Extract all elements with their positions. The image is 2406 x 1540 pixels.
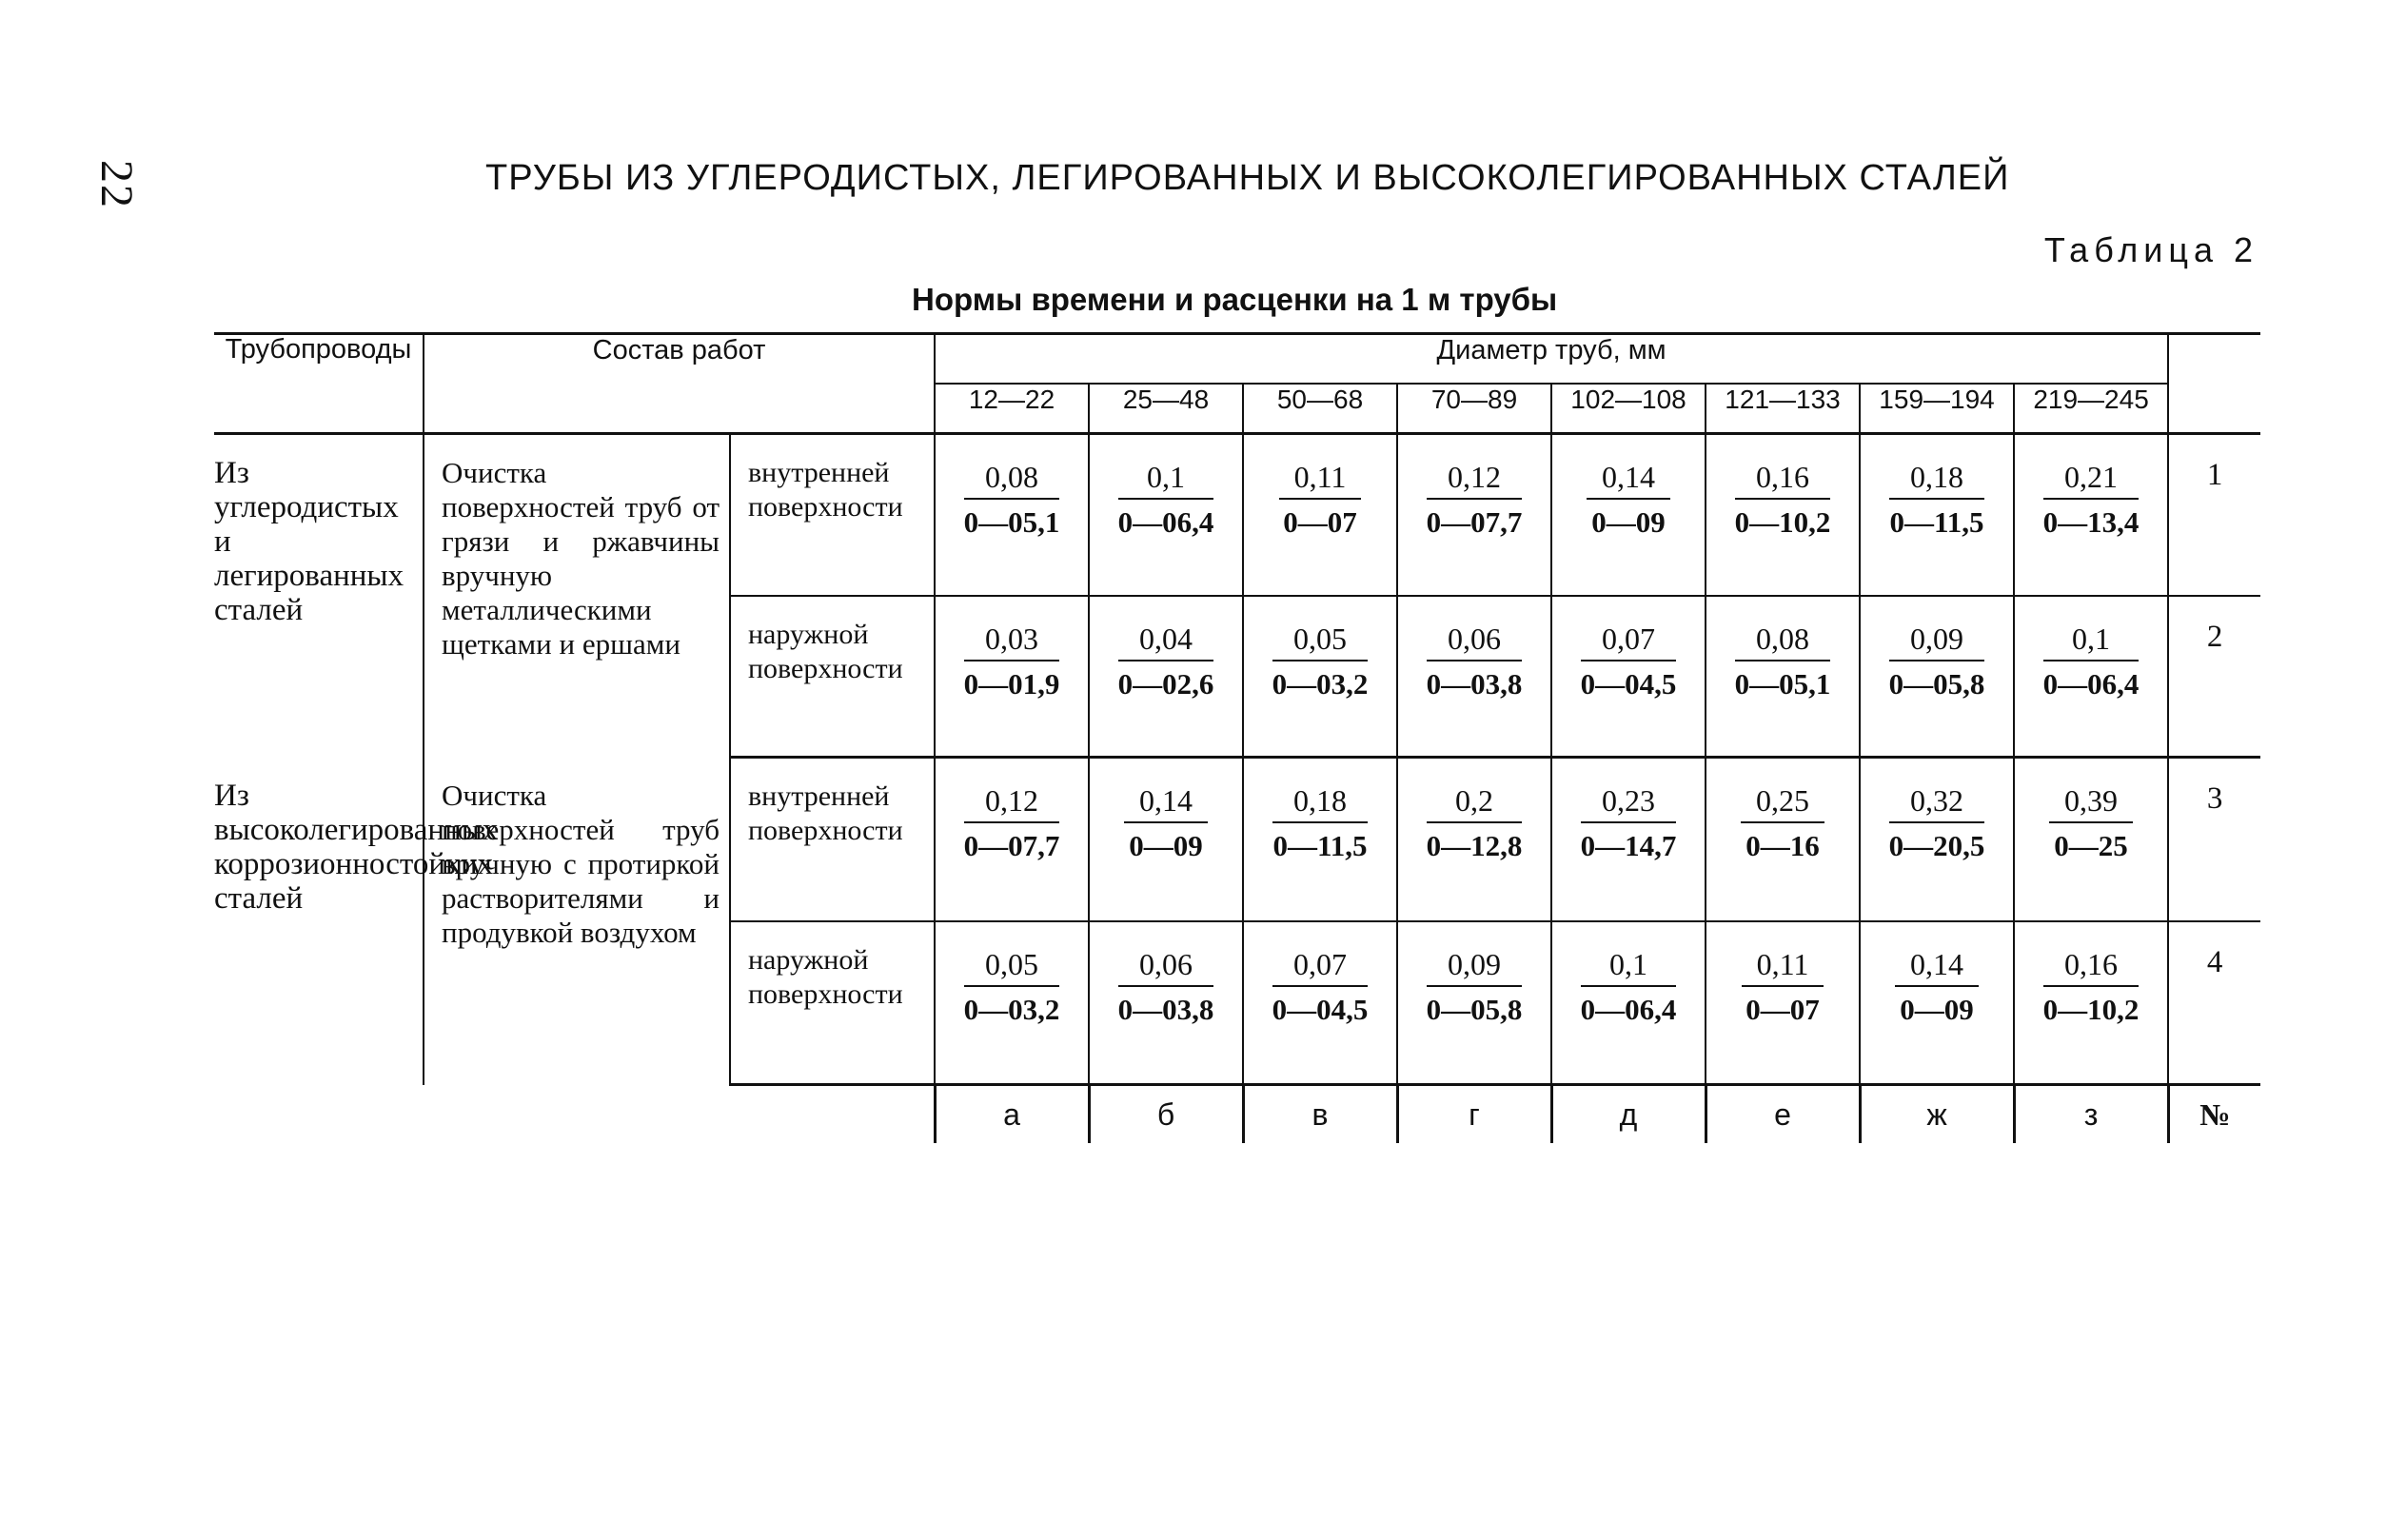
- norm-cell: [1551, 758, 1706, 921]
- table-label: Таблица 2: [2043, 230, 2258, 269]
- work-description: Очистка поверхностей труб вручную с протиркой растворителями и продувкой воздухом: [424, 758, 730, 1085]
- time-norm: 0,1: [1581, 947, 1677, 987]
- column-letter: ж: [1860, 1085, 2014, 1144]
- rate: 0—06,4: [1580, 992, 1677, 1026]
- column-letter: д: [1551, 1085, 1706, 1144]
- time-norm: 0,06: [1118, 947, 1214, 987]
- norm-cell: [1243, 434, 1397, 596]
- norm-cell: [1860, 434, 2014, 596]
- norm-cell: [2014, 921, 2168, 1085]
- column-letter: г: [1397, 1085, 1551, 1144]
- rate: 0—09: [1591, 505, 1666, 539]
- row-number: 4: [2168, 921, 2260, 1085]
- time-norm: 0,05: [964, 947, 1060, 987]
- norm-cell: [1243, 596, 1397, 758]
- norm-cell: [1397, 596, 1551, 758]
- number-sign: №: [2199, 1096, 2231, 1132]
- time-norm: 0,05: [1272, 622, 1369, 661]
- norm-cell: [1243, 758, 1397, 921]
- rate: 0—25: [2054, 829, 2128, 862]
- header-diameter: Диаметр труб, мм: [935, 334, 2168, 385]
- time-norm: 0,12: [1427, 460, 1523, 500]
- table-row: [214, 434, 2260, 596]
- rate: 0—07,7: [1426, 505, 1523, 539]
- page-title: ТРУБЫ ИЗ УГЛЕРОДИСТЫХ, ЛЕГИРОВАННЫХ И ВЫСОКОЛЕГИРОВАННЫХ СТАЛЕЙ: [485, 158, 2010, 198]
- table-caption: Нормы времени и расценки на 1 м трубы: [912, 282, 1558, 317]
- header-diameter-range: 159—194: [1860, 384, 2014, 434]
- rate: 0—03,8: [1117, 992, 1214, 1026]
- norm-cell: [1860, 921, 2014, 1085]
- rate: 0—10,2: [1734, 505, 1831, 539]
- rate: 0—07,7: [963, 829, 1060, 862]
- header-diameter-range: 102—108: [1551, 384, 1706, 434]
- time-norm: 0,11: [1279, 460, 1362, 500]
- time-norm: 0,09: [1427, 947, 1523, 987]
- header-pipelines: Трубопроводы: [214, 334, 424, 434]
- rate: 0—10,2: [2042, 992, 2140, 1026]
- header-works: Состав работ: [424, 334, 935, 434]
- time-norm: 0,18: [1272, 783, 1367, 823]
- norm-cell: [935, 921, 1089, 1085]
- norm-cell: [1089, 596, 1243, 758]
- norm-cell: [1089, 758, 1243, 921]
- norm-cell: [935, 434, 1089, 596]
- work-description: Очистка поверхностей труб от грязи и ржавчины вручную металлическими щетками и ершами: [424, 434, 730, 758]
- table-row: [214, 758, 2260, 921]
- time-norm: 0,1: [2043, 622, 2140, 661]
- column-letter: б: [1089, 1085, 1243, 1144]
- time-norm: 0,09: [1889, 622, 1985, 661]
- time-norm: 0,14: [1587, 460, 1670, 500]
- norm-cell: [1706, 921, 1860, 1085]
- time-norm: 0,2: [1427, 783, 1523, 823]
- header-diameter-range: 12—22: [935, 384, 1089, 434]
- time-norm: 0,32: [1889, 783, 1985, 823]
- column-letters-row: [214, 1085, 2260, 1144]
- time-norm: 0,07: [1272, 947, 1369, 987]
- rate: 0—16: [1745, 829, 1820, 862]
- time-norm: 0,14: [1124, 783, 1208, 823]
- rate: 0—07: [1745, 992, 1820, 1026]
- time-norm: 0,16: [2043, 947, 2140, 987]
- rate: 0—07: [1283, 505, 1357, 539]
- rate: 0—03,2: [1272, 666, 1369, 701]
- norm-cell: [1397, 758, 1551, 921]
- norm-cell: [1551, 921, 1706, 1085]
- time-norm: 0,08: [1735, 622, 1831, 661]
- norm-cell: [1860, 596, 2014, 758]
- rate: 0—09: [1129, 829, 1203, 862]
- surface-type: наружной поверхности: [730, 921, 935, 1085]
- rate: 0—02,6: [1117, 666, 1214, 701]
- surface-type: внутренней поверхности: [730, 434, 935, 596]
- column-letter: е: [1706, 1085, 1860, 1144]
- norm-cell: [1706, 596, 1860, 758]
- time-norm: 0,08: [964, 460, 1060, 500]
- time-norm: 0,14: [1895, 947, 1979, 987]
- time-norm: 0,18: [1889, 460, 1983, 500]
- surface-type: наружной поверхности: [730, 596, 935, 758]
- rate: 0—14,7: [1580, 829, 1677, 862]
- time-norm: 0,04: [1118, 622, 1214, 661]
- norm-cell: [1397, 434, 1551, 596]
- norm-cell: [1397, 921, 1551, 1085]
- time-norm: 0,21: [2043, 460, 2140, 500]
- header-diameter-range: 70—89: [1397, 384, 1551, 434]
- rate: 0—05,8: [1426, 992, 1523, 1026]
- norm-cell: [935, 758, 1089, 921]
- header-diameter-range: 219—245: [2014, 384, 2168, 434]
- pipeline-type: Из высоколегированных коррозионностойких сталей: [214, 758, 424, 1085]
- time-norm: 0,39: [2049, 783, 2133, 823]
- norm-cell: [2014, 758, 2168, 921]
- rate: 0—06,4: [1117, 505, 1214, 539]
- row-number: 2: [2168, 596, 2260, 758]
- rate: 0—03,8: [1426, 666, 1523, 701]
- surface-type: внутренней поверхности: [730, 758, 935, 921]
- norms-table: [214, 332, 2260, 1143]
- norm-cell: [1089, 434, 1243, 596]
- rate: 0—09: [1900, 992, 1974, 1026]
- time-norm: 0,23: [1581, 783, 1677, 823]
- header-diameter-range: 121—133: [1706, 384, 1860, 434]
- rate: 0—11,5: [1889, 505, 1984, 539]
- column-letter: в: [1243, 1085, 1397, 1144]
- rate: 0—13,4: [2042, 505, 2140, 539]
- norm-cell: [2014, 596, 2168, 758]
- header-diameter-range: 25—48: [1089, 384, 1243, 434]
- time-norm: 0,11: [1742, 947, 1824, 987]
- time-norm: 0,16: [1735, 460, 1831, 500]
- norm-cell: [935, 596, 1089, 758]
- rate: 0—06,4: [2042, 666, 2140, 701]
- rate: 0—04,5: [1580, 666, 1677, 701]
- row-number: 3: [2168, 758, 2260, 921]
- norm-cell: [1860, 758, 2014, 921]
- time-norm: 0,12: [964, 783, 1060, 823]
- rate: 0—11,5: [1272, 829, 1368, 862]
- rate: 0—05,1: [963, 505, 1060, 539]
- header-number-blank: [2168, 334, 2260, 434]
- rate: 0—03,2: [963, 992, 1060, 1026]
- pipeline-type: Из углеродистых и легированных сталей: [214, 434, 424, 758]
- time-norm: 0,07: [1581, 622, 1677, 661]
- page-number: 22: [91, 160, 142, 209]
- time-norm: 0,06: [1427, 622, 1523, 661]
- rate: 0—04,5: [1272, 992, 1369, 1026]
- norm-cell: [1706, 758, 1860, 921]
- row-number: 1: [2168, 434, 2260, 596]
- norm-cell: [1243, 921, 1397, 1085]
- time-norm: 0,25: [1741, 783, 1824, 823]
- rate: 0—05,8: [1888, 666, 1985, 701]
- header-diameter-range: 50—68: [1243, 384, 1397, 434]
- rate: 0—20,5: [1888, 829, 1985, 862]
- column-letter: а: [935, 1085, 1089, 1144]
- column-letter: з: [2014, 1085, 2168, 1144]
- norm-cell: [1551, 596, 1706, 758]
- norm-cell: [1551, 434, 1706, 596]
- rate: 0—01,9: [963, 666, 1060, 701]
- time-norm: 0,03: [964, 622, 1060, 661]
- rate: 0—12,8: [1426, 829, 1523, 862]
- norm-cell: [1706, 434, 1860, 596]
- norm-cell: [2014, 434, 2168, 596]
- norm-cell: [1089, 921, 1243, 1085]
- rate: 0—05,1: [1734, 666, 1831, 701]
- time-norm: 0,1: [1118, 460, 1214, 500]
